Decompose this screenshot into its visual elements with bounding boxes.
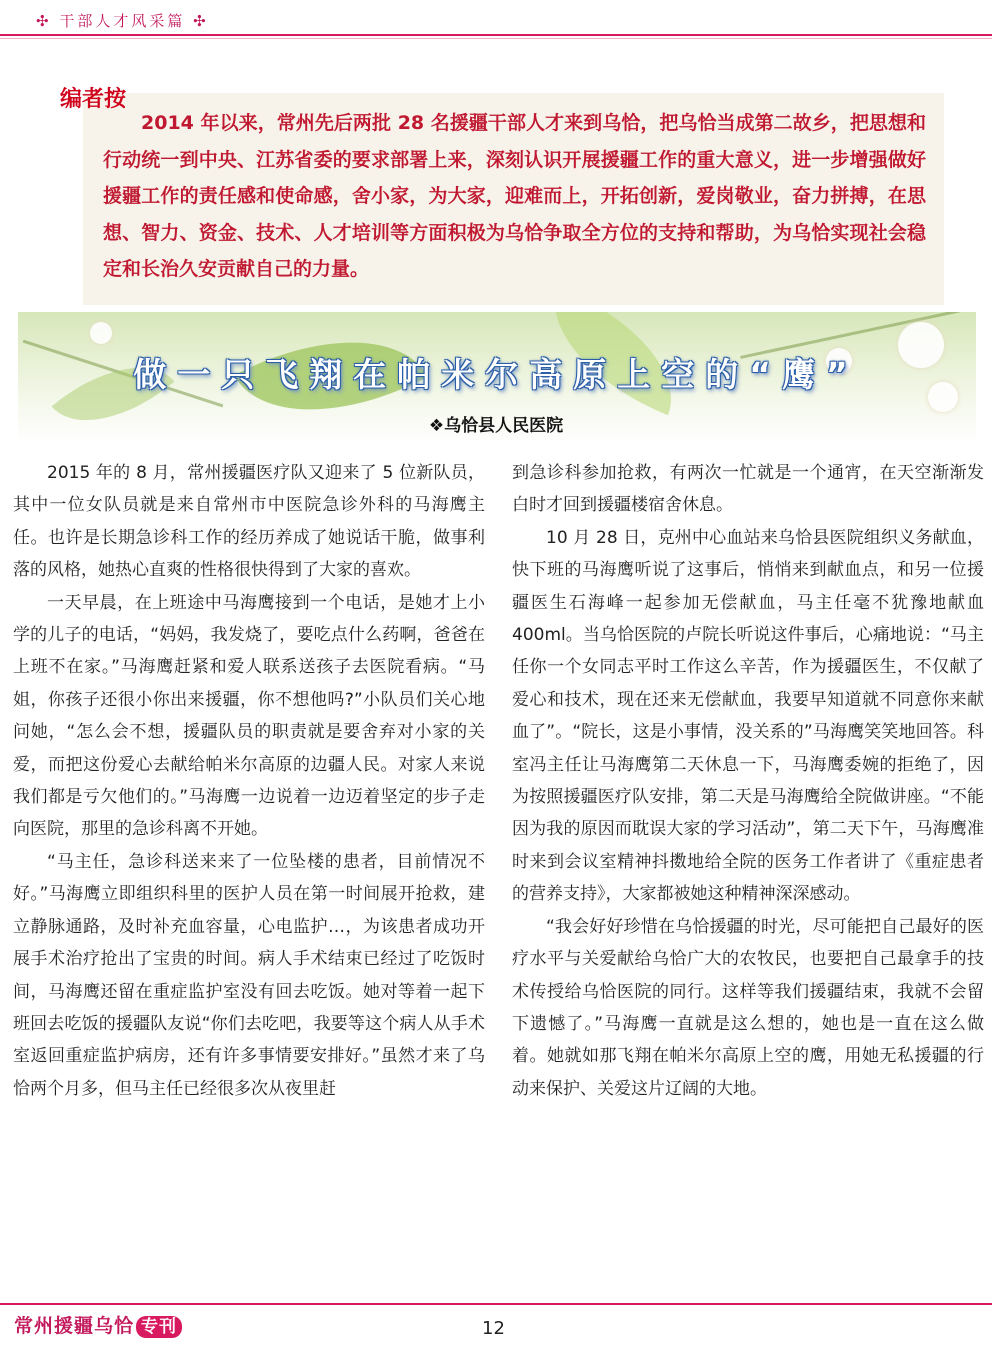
article-byline: ❖乌恰县人民医院 bbox=[428, 416, 564, 436]
brand-name: 常州援疆乌恰 bbox=[14, 1315, 135, 1337]
editor-note-label: 编者按 bbox=[60, 87, 127, 112]
paragraph: 2015 年的 8 月，常州援疆医疗队又迎来了 5 位新队员，其中一位女队员就是来自常州市中医院急诊外科的马海鹰主任。也许是长期急诊科工作的经历养成了她说话干脆，做事利落的风格，她热心直爽的性格很快得到了大家的喜欢。 bbox=[13, 463, 485, 581]
editor-note-box bbox=[83, 93, 944, 305]
article-column-left bbox=[13, 457, 485, 1105]
header-divider-thin bbox=[0, 38, 992, 39]
paragraph: “我会好好珍惜在乌恰援疆的时光，尽可能把自己最好的医疗水平与关爱献给乌恰广大的农牧民，也要把自己最拿手的技术传授给乌恰医院的同行。这样等我们援疆结束，我就不会留下遗憾了。”马海鹰一直就是这么想的，她也是一直在这么做着。她就如那飞翔在帕米尔高原上空的鹰，用她无私援疆的行动来保护、关爱这片辽阔的大地。 bbox=[512, 916, 984, 1099]
article-column-right bbox=[512, 457, 984, 1105]
paragraph: 10 月 28 日，克州中心血站来乌恰县医院组织义务献血，快下班的马海鹰听说了这事后，悄悄来到献血点，和另一位援疆医生石海峰一起参加无偿献血，马主任毫不犹豫地献血 400ml。当乌恰医院的卢院长听说这件事后，心痛地说：“马主任你一个女同志平时工作这么辛苦，作为援疆医生，不仅献了爱心和技术，现在还来无偿献血，我要早知道就不同意你来献血了”。“院长，这是小事情，没关系的”马海鹰笑笑地回答。科室冯主任让马海鹰第二天休息一下，马海鹰委婉的拒绝了，因为按照援疆医疗队安排，第二天是马海鹰给全院做讲座。“不能因为我的原因而耽误大家的学习活动”，第二天下午，马海鹰准时来到会议室精神抖擞地给全院的医务工作者讲了《重症患者的营养支持》，大家都被她这种精神深深感动。 bbox=[512, 527, 984, 905]
footer-divider bbox=[0, 1303, 992, 1305]
section-header: ✣ 干部人才风采篇 ✣ bbox=[36, 12, 209, 30]
paragraph: 一天早晨，在上班途中马海鹰接到一个电话，是她才上小学的儿子的电话，“妈妈，我发烧了，要吃点什么药啊，爸爸在上班不在家。”马海鹰赶紧和爱人联系送孩子去医院看病。“马姐，你孩子还很小你出来援疆，你不想他吗?”小队员们关心地问她，“怎么会不想，援疆队员的职责就是要舍弃对小家的关爱，而把这份爱心去献给帕米尔高原的边疆人民。对家人来说我们都是亏欠他们的。”马海鹰一边说着一边迈着坚定的步子走向医院，那里的急诊科离不开她。 bbox=[13, 592, 485, 840]
paragraph: “马主任，急诊科送来来了一位坠楼的患者，目前情况不好。”马海鹰立即组织科里的医护人员在第一时间展开抢救，建立静脉通路，及时补充血容量，心电监护…，为该患者成功开展手术治疗抢出了宝贵的时间。病人手术结束已经过了吃饭时间，马海鹰还留在重症监护室没有回去吃饭。她对等着一起下班回去吃饭的援疆队友说“你们去吃吧，我要等这个病人从手术室返回重症监护病房，还有许多事情要安排好。”虽然才来了乌恰两个月多，但马主任已经很多次从夜里赶 bbox=[13, 851, 485, 1099]
publication-brand bbox=[14, 1311, 182, 1338]
editor-note-text: 2014 年以来，常州先后两批 28 名援疆干部人才来到乌恰，把乌恰当成第二故乡，把思想和行动统一到中央、江苏省委的要求部署上来，深刻认识开展援疆工作的重大意义，进一步增强做好援疆工作的责任感和使命感，舍小家，为大家，迎难而上，开拓创新，爱岗敬业，奋力拼搏，在思想、智力、资金、技术、人才培训等方面积极为乌恰争取全方位的支持和帮助，为乌恰实现社会稳定和长治久安贡献自己的力量。 bbox=[103, 112, 926, 280]
paragraph-continued: 到急诊科参加抢救，有两次一忙就是一个通宵，在天空渐渐发白时才回到援疆楼宿舍休息。 bbox=[512, 463, 984, 516]
special-issue-badge: 专刊 bbox=[136, 1316, 182, 1338]
page-number: 12 bbox=[482, 1318, 505, 1339]
article-title: 做一只飞翔在帕米尔高原上空的“鹰” bbox=[133, 355, 859, 394]
blossom-decoration bbox=[90, 322, 112, 344]
header-divider bbox=[0, 34, 992, 36]
